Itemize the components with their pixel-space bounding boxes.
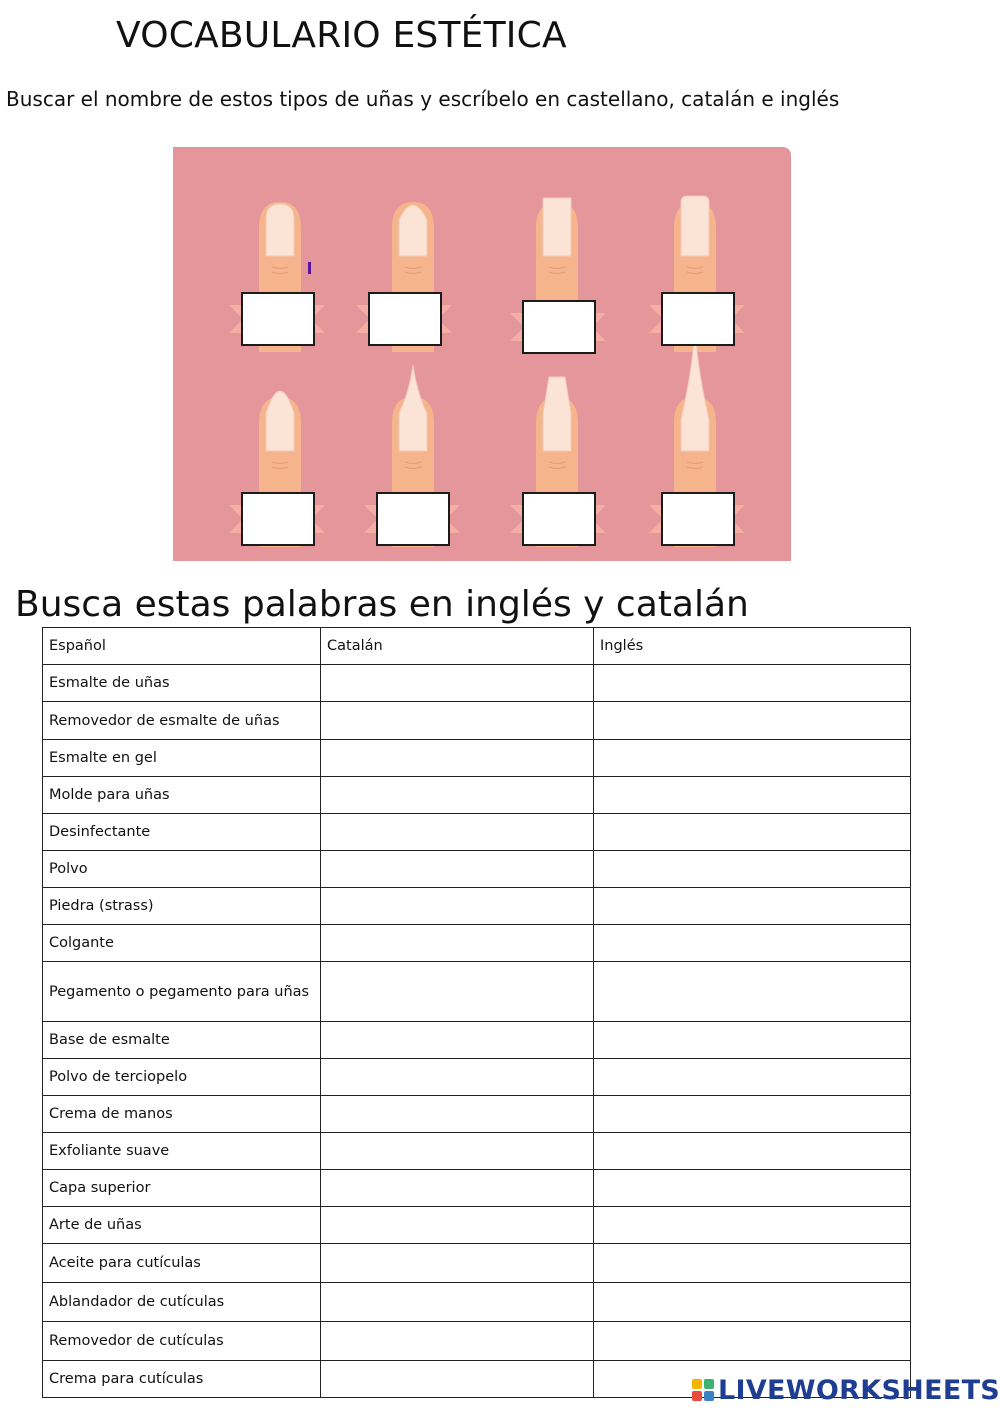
catalan-answer-cell[interactable] [321,814,594,851]
english-answer-cell[interactable] [594,665,911,702]
vocabulary-table [42,627,911,1398]
table-row [43,1022,911,1059]
nail-answer-input-7[interactable] [522,492,596,546]
english-answer-cell[interactable] [594,1133,911,1170]
table-row [43,1283,911,1322]
catalan-answer-cell[interactable] [321,1022,594,1059]
english-answer-cell[interactable] [594,925,911,962]
text-cursor-marker [308,262,311,274]
spanish-term: Base de esmalte [43,1022,321,1059]
table-row [43,1207,911,1244]
catalan-answer-cell[interactable] [321,777,594,814]
nail-answer-input-6[interactable] [376,492,450,546]
page-title: VOCABULARIO ESTÉTICA [116,15,567,56]
table-row [43,962,911,1022]
catalan-answer-cell[interactable] [321,962,594,1022]
spanish-term: Polvo [43,851,321,888]
english-answer-cell[interactable] [594,1207,911,1244]
nail-answer-input-3[interactable] [522,300,596,354]
table-row [43,1096,911,1133]
english-answer-cell[interactable] [594,1322,911,1361]
spanish-term: Piedra (strass) [43,888,321,925]
header-catalan: Catalán [321,628,594,665]
catalan-answer-cell[interactable] [321,1133,594,1170]
table-row [43,814,911,851]
logo-square [692,1391,702,1401]
nail-answer-input-1[interactable] [241,292,315,346]
table-row [43,1244,911,1283]
table-row [43,665,911,702]
english-answer-cell[interactable] [594,851,911,888]
logo-square [704,1379,714,1389]
catalan-answer-cell[interactable] [321,702,594,740]
english-answer-cell[interactable] [594,1244,911,1283]
catalan-answer-cell[interactable] [321,888,594,925]
table-row [43,740,911,777]
section-title: Busca estas palabras en inglés y catalán [15,584,749,625]
nail-shapes-image [173,147,791,561]
english-answer-cell[interactable] [594,1096,911,1133]
nail-round-shape [266,204,294,256]
catalan-answer-cell[interactable] [321,1170,594,1207]
spanish-term: Desinfectante [43,814,321,851]
catalan-answer-cell[interactable] [321,1322,594,1361]
table-row [43,777,911,814]
catalan-answer-cell[interactable] [321,665,594,702]
nail-squoval-shape [681,196,709,256]
table-row [43,1170,911,1207]
catalan-answer-cell[interactable] [321,1059,594,1096]
catalan-answer-cell[interactable] [321,740,594,777]
english-answer-cell[interactable] [594,777,911,814]
spanish-term: Crema de manos [43,1096,321,1133]
nail-answer-input-4[interactable] [661,292,735,346]
table-row [43,1059,911,1096]
spanish-term: Molde para uñas [43,777,321,814]
nail-oval-shape [399,205,427,256]
logo-square [692,1379,702,1389]
spanish-term: Esmalte de uñas [43,665,321,702]
english-answer-cell[interactable] [594,1170,911,1207]
table-row [43,851,911,888]
logo-square [704,1391,714,1401]
english-answer-cell[interactable] [594,814,911,851]
liveworksheets-logo [692,1375,1000,1405]
spanish-term: Removedor de esmalte de uñas [43,702,321,740]
spanish-term: Ablandador de cutículas [43,1283,321,1322]
nail-answer-input-8[interactable] [661,492,735,546]
instructions: Buscar el nombre de estos tipos de uñas y escríbelo en castellano, catalán e inglés [6,87,840,111]
catalan-answer-cell[interactable] [321,1244,594,1283]
catalan-answer-cell[interactable] [321,1207,594,1244]
english-answer-cell[interactable] [594,1059,911,1096]
nail-answer-input-5[interactable] [241,492,315,546]
table-row [43,1322,911,1361]
spanish-term: Aceite para cutículas [43,1244,321,1283]
spanish-term: Esmalte en gel [43,740,321,777]
table-row [43,888,911,925]
nail-square-shape [543,198,571,256]
logo-grid-icon [692,1379,714,1401]
spanish-term: Arte de uñas [43,1207,321,1244]
english-answer-cell[interactable] [594,1022,911,1059]
header-spanish: Español [43,628,321,665]
spanish-term: Colgante [43,925,321,962]
logo-text: LIVEWORKSHEETS [718,1374,1000,1406]
spanish-term: Pegamento o pegamento para uñas [43,962,321,1022]
nail-pointed-shape [399,365,427,451]
table-row [43,1133,911,1170]
table-row [43,925,911,962]
table-header-row [43,628,911,665]
spanish-term: Exfoliante suave [43,1133,321,1170]
english-answer-cell[interactable] [594,962,911,1022]
spanish-term: Polvo de terciopelo [43,1059,321,1096]
spanish-term: Capa superior [43,1170,321,1207]
nail-answer-input-2[interactable] [368,292,442,346]
table-row [43,702,911,740]
catalan-answer-cell[interactable] [321,851,594,888]
english-answer-cell[interactable] [594,888,911,925]
english-answer-cell[interactable] [594,1283,911,1322]
english-answer-cell[interactable] [594,740,911,777]
catalan-answer-cell[interactable] [321,1361,594,1398]
spanish-term: Removedor de cutículas [43,1322,321,1361]
catalan-answer-cell[interactable] [321,1096,594,1133]
spanish-term: Crema para cutículas [43,1361,321,1398]
catalan-answer-cell[interactable] [321,1283,594,1322]
header-english: Inglés [594,628,911,665]
nail-ballerina-shape [543,377,571,451]
catalan-answer-cell[interactable] [321,925,594,962]
english-answer-cell[interactable] [594,702,911,740]
